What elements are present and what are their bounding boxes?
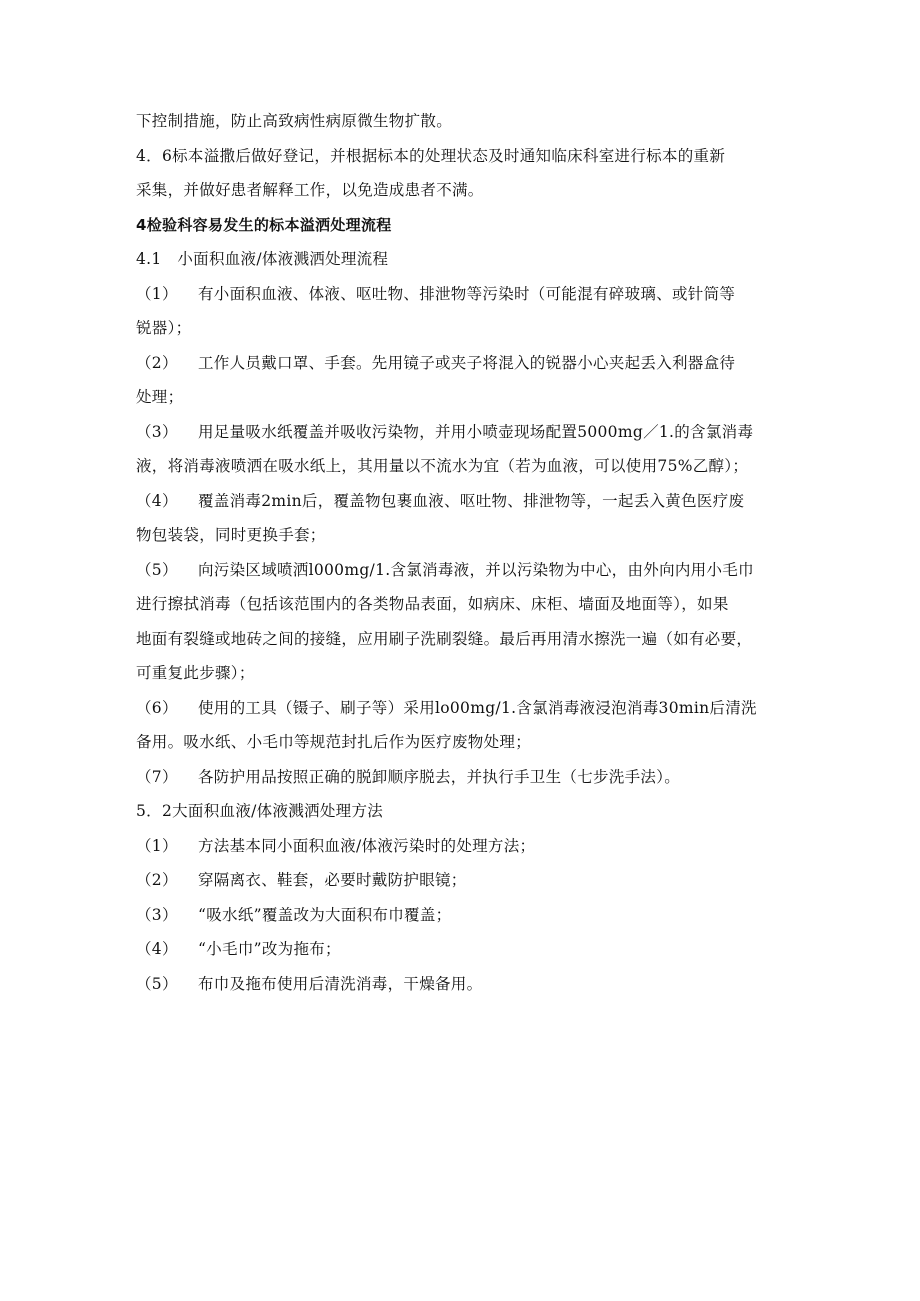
step-number: （6） bbox=[136, 698, 178, 717]
step-number: （3） bbox=[136, 422, 178, 441]
step-item bbox=[136, 863, 796, 898]
step-number: （5） bbox=[136, 560, 178, 579]
step-text: 使用的工具（镊子、刷子等）采用lo00mg/1.含氯消毒液浸泡消毒30min后清洗 bbox=[198, 698, 757, 717]
step-item bbox=[136, 829, 796, 864]
step-item bbox=[136, 346, 796, 381]
intro-line: 4．6标本溢撒后做好登记，并根据标本的处理状态及时通知临床科室进行标本的重新 bbox=[136, 146, 726, 165]
step-text: “小毛巾”改为拖布； bbox=[198, 940, 341, 958]
step-text: 工作人员戴口罩、手套。先用镜子或夹子将混入的锐器小心夹起丢入利器盒待 bbox=[198, 353, 736, 372]
step-text: 各防护用品按照正确的脱卸顺序脱去，并执行手卫生（七步洗手法）。 bbox=[198, 767, 681, 786]
step-item bbox=[136, 691, 796, 726]
step-item bbox=[136, 760, 796, 795]
step-item bbox=[136, 898, 796, 933]
subsection-title: 4.1 小面积血液/体液溅洒处理流程 bbox=[136, 250, 389, 268]
intro-line: 采集，并做好患者解释工作，以免造成患者不满。 bbox=[136, 181, 484, 199]
step-number: （1） bbox=[136, 284, 178, 303]
step-continuation: 可重复此步骤）； bbox=[136, 664, 255, 682]
intro-line: 下控制措施，防止高致病性病原微生物扩散。 bbox=[136, 112, 453, 130]
step-item bbox=[136, 967, 796, 1002]
step-continuation: 进行擦拭消毒（包括该范围内的各类物品表面，如病床、床柜、墙面及地面等），如果 bbox=[136, 595, 729, 613]
step-text: 有小面积血液、体液、呕吐物、排泄物等污染时（可能混有碎玻璃、或针筒等 bbox=[198, 284, 736, 303]
step-item bbox=[136, 932, 796, 967]
step-text: 穿隔离衣、鞋套，必要时戴防护眼镜； bbox=[198, 871, 467, 889]
step-continuation: 地面有裂缝或地砖之间的接缝，应用刷子洗刷裂缝。最后再用清水擦洗一遍（如有必要， bbox=[136, 629, 753, 648]
step-text: 布巾及拖布使用后清洗消毒，干燥备用。 bbox=[198, 974, 483, 993]
step-item bbox=[136, 415, 796, 450]
step-item bbox=[136, 484, 796, 519]
step-text: 覆盖消毒2min后，覆盖物包裹血液、呕吐物、排泄物等，一起丢入黄色医疗废 bbox=[198, 491, 745, 510]
step-text: “吸水纸”覆盖改为大面积布巾覆盖； bbox=[198, 905, 452, 924]
step-continuation: 备用。吸水纸、小毛巾等规范封扎后作为医疗废物处理； bbox=[136, 733, 532, 751]
section-heading: 4检验科容易发生的标本溢洒处理流程 bbox=[136, 215, 392, 234]
step-number: （5） bbox=[136, 974, 178, 993]
step-text: 向污染区域喷洒l000mg/1.含氯消毒液，并以污染物为中心，由外向内用小毛巾 bbox=[198, 560, 754, 579]
step-number: （1） bbox=[136, 836, 178, 855]
step-number: （2） bbox=[136, 353, 178, 372]
step-continuation: 物包装袋，同时更换手套； bbox=[136, 526, 326, 544]
step-number: （4） bbox=[136, 491, 178, 510]
step-number: （7） bbox=[136, 767, 178, 786]
step-text: 用足量吸水纸覆盖并吸收污染物，并用小喷壶现场配置5000mg／1.的含氯消毒 bbox=[198, 422, 754, 441]
subsection-title: 5．2大面积血液/体液溅洒处理方法 bbox=[136, 802, 384, 820]
step-number: （3） bbox=[136, 905, 178, 924]
step-number: （2） bbox=[136, 871, 178, 889]
step-text: 方法基本同小面积血液/体液污染时的处理方法； bbox=[198, 836, 536, 855]
step-continuation: 处理； bbox=[136, 388, 184, 406]
step-item bbox=[136, 277, 796, 312]
step-number: （4） bbox=[136, 940, 178, 958]
step-continuation: 锐器）； bbox=[136, 319, 192, 337]
document-page bbox=[136, 104, 796, 1001]
step-item bbox=[136, 553, 796, 588]
step-continuation: 液，将消毒液喷洒在吸水纸上，其用量以不流水为宜（若为血液，可以使用75%乙醇）； bbox=[136, 457, 749, 475]
